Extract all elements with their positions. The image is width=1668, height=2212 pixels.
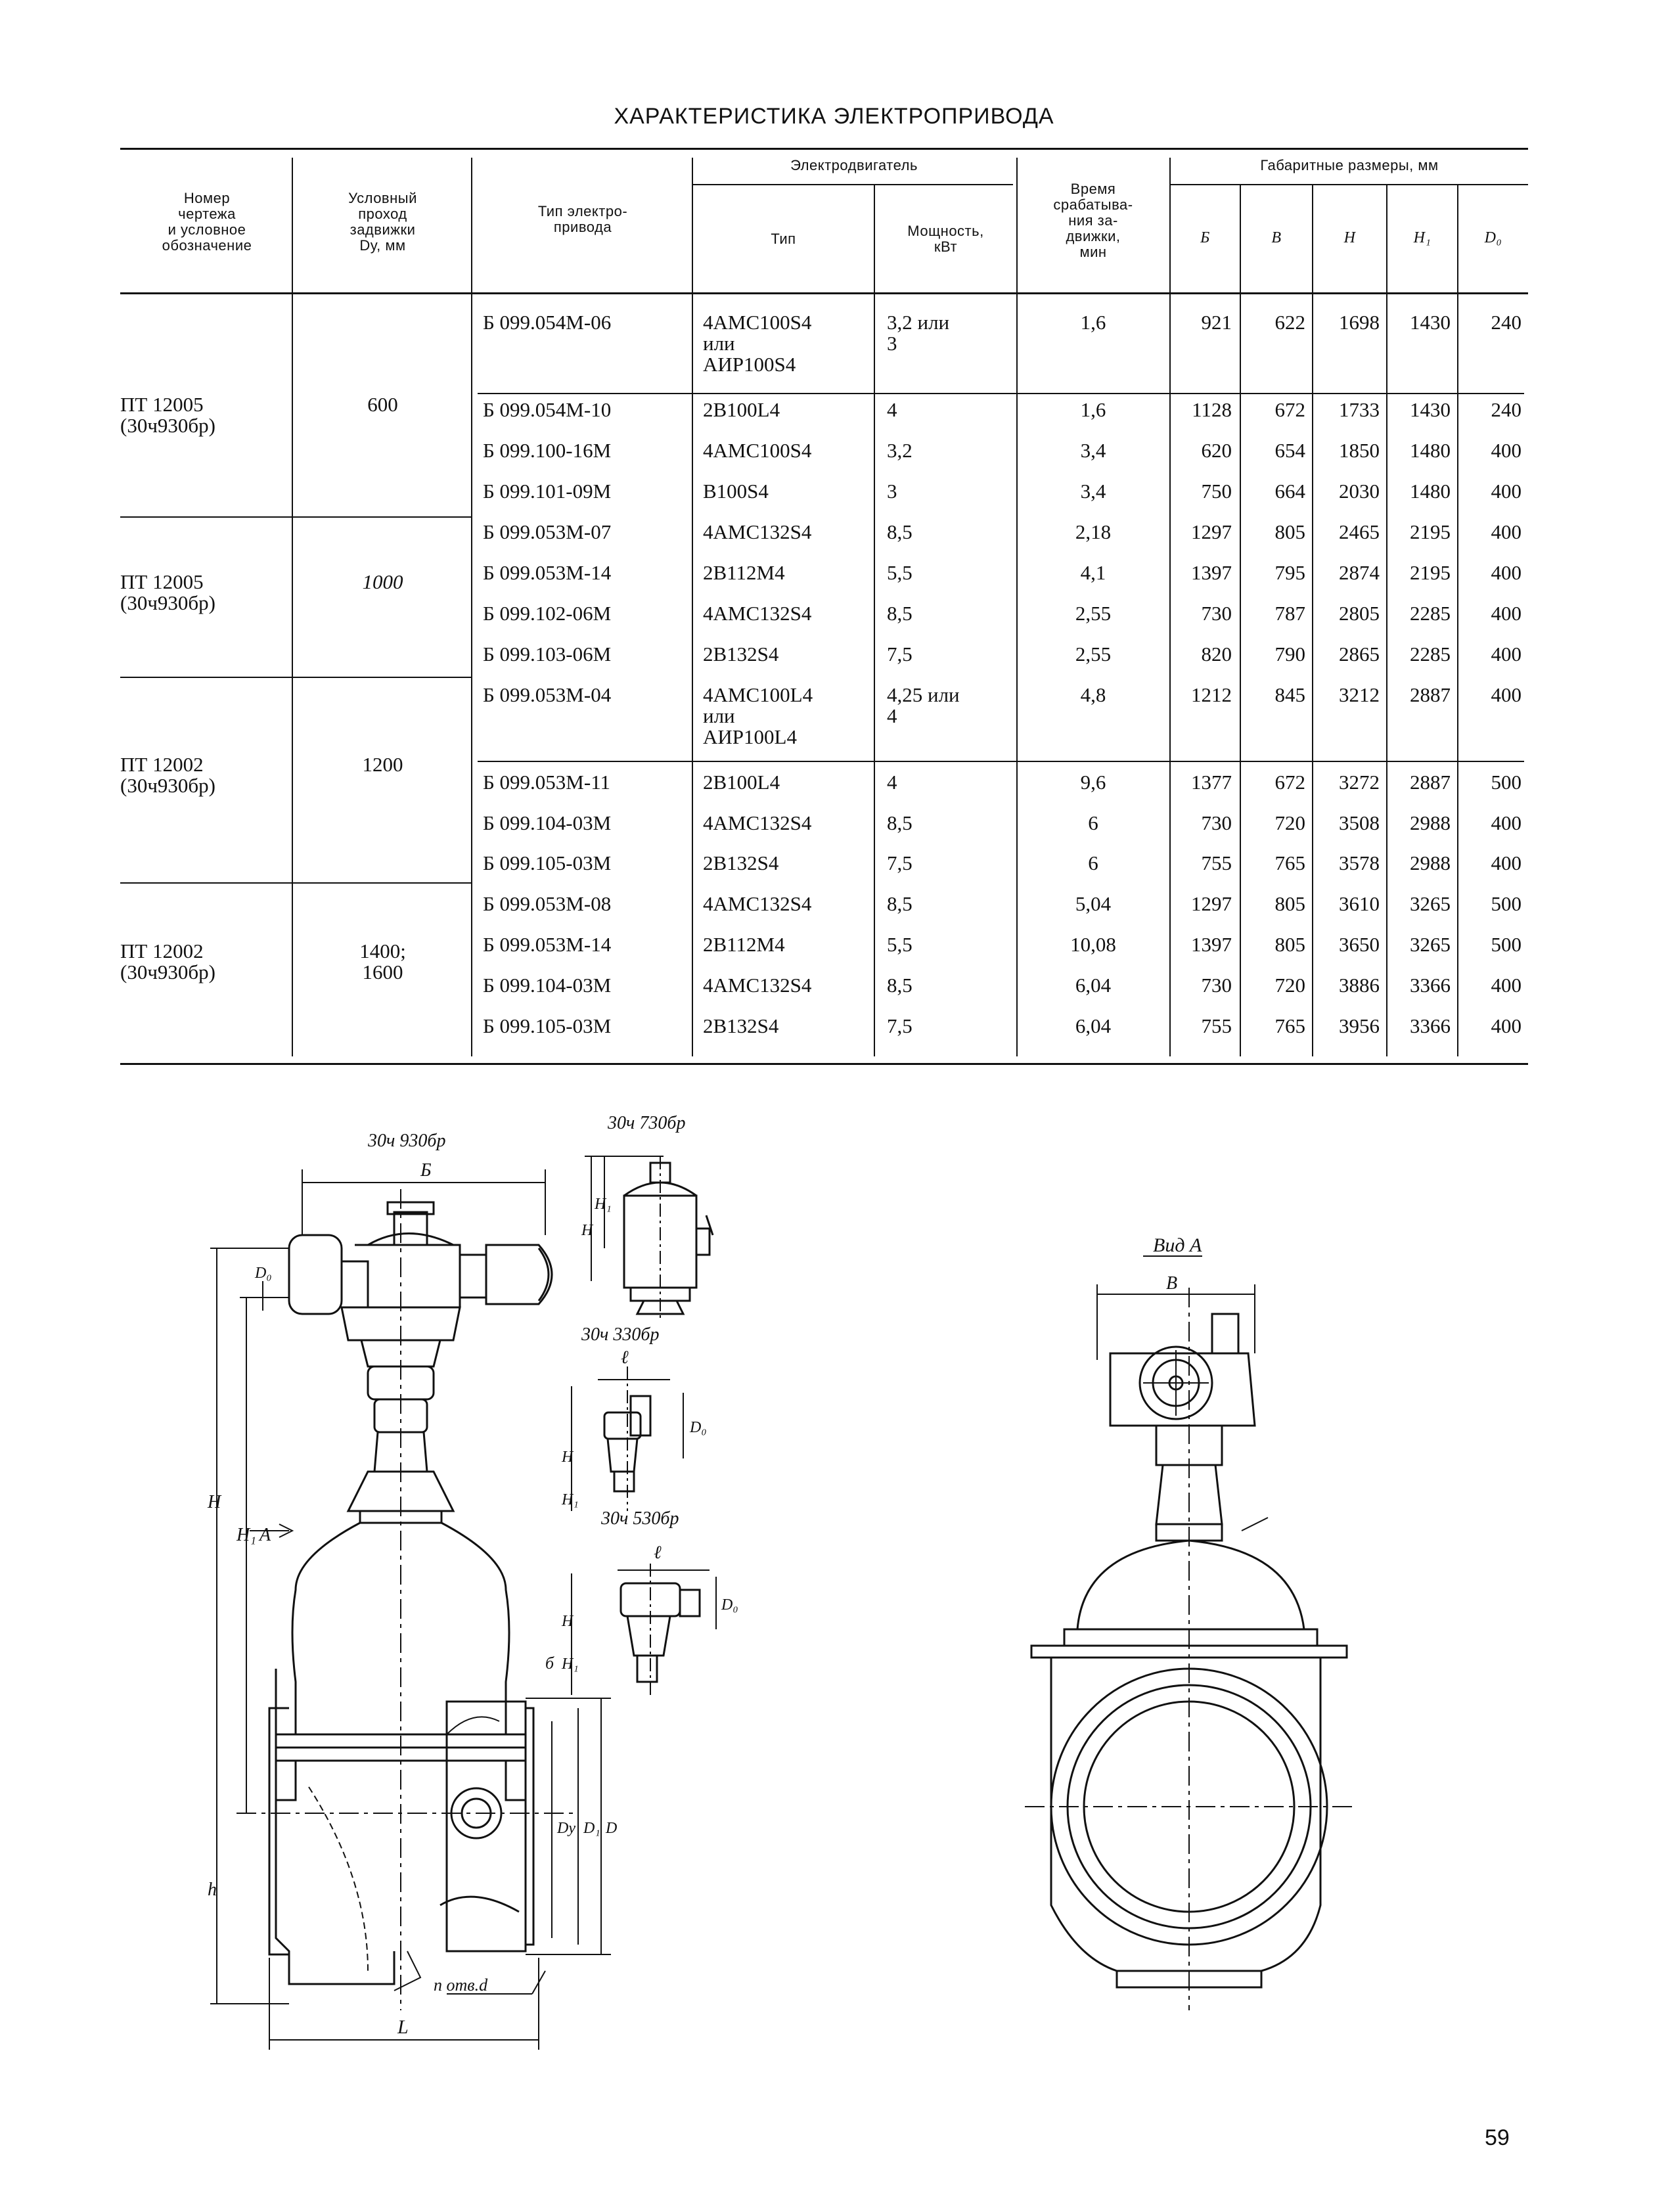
header-dim-v: В [1271, 229, 1282, 246]
cell-dim-d0: 400 [1491, 439, 1521, 462]
label-view-a: Вид А [1153, 1234, 1202, 1256]
cell-motor-power: 3,2 или 3 [887, 311, 950, 355]
cell-dim-d0: 240 [1491, 398, 1521, 421]
group-bore: 1200 [362, 753, 403, 776]
label-dim-h-main: H [208, 1492, 221, 1512]
cell-motor-power: 3,2 [887, 439, 913, 462]
cell-motor-power: 4 [887, 398, 897, 421]
cell-drive-type: Б 099.053М-04 [483, 683, 612, 706]
cell-motor-type: 4АМС132S4 [703, 520, 812, 543]
header-dim-d0: D₀ [1484, 229, 1502, 246]
cell-dim-v: 787 [1274, 602, 1305, 625]
cell-dim-d0: 400 [1491, 480, 1521, 503]
cell-dim-v: 720 [1274, 974, 1305, 997]
cell-time: 4,8 [1080, 683, 1106, 706]
label-dim-h-alt2: H [562, 1449, 574, 1466]
cell-dim-d0: 400 [1491, 1014, 1521, 1037]
cell-motor-power: 8,5 [887, 811, 913, 834]
cell-dim-v: 672 [1274, 398, 1305, 421]
cell-dim-h: 2030 [1339, 480, 1380, 503]
cell-dim-h: 3212 [1339, 683, 1380, 706]
cell-motor-type: 4АМС100S4 или АИР100S4 [703, 311, 812, 376]
cell-dim-v: 622 [1274, 311, 1305, 334]
cell-time: 6,04 [1075, 974, 1112, 997]
label-dim-h1-main: H₁ [237, 1525, 256, 1545]
label-dim-dy: Dу [557, 1820, 575, 1837]
cell-dim-b: 1377 [1191, 771, 1232, 794]
label-main-valve: 30ч 930бр [368, 1131, 446, 1151]
cell-dim-h1: 2285 [1410, 602, 1451, 625]
label-arrow-a: А [259, 1525, 271, 1545]
cell-dim-b: 1397 [1191, 561, 1232, 584]
cell-motor-type: 4АМС132S4 [703, 811, 812, 834]
label-dim-b-top: Б [420, 1160, 432, 1181]
header-drive-type: Тип электро- привода [537, 203, 628, 235]
group-drawing: ПТ 12002 (30ч930бр) [120, 939, 216, 983]
cell-dim-b: 1128 [1192, 398, 1232, 421]
cell-dim-h1: 3265 [1410, 933, 1451, 956]
cell-dim-h: 1850 [1339, 439, 1380, 462]
cell-motor-power: 8,5 [887, 520, 913, 543]
cell-motor-power: 7,5 [887, 851, 913, 874]
cell-time: 1,6 [1080, 398, 1106, 421]
cell-motor-power: 5,5 [887, 561, 913, 584]
label-alt3: 30ч 530бр [601, 1508, 679, 1529]
cell-motor-type: 2В132S4 [703, 643, 779, 666]
cell-motor-power: 8,5 [887, 892, 913, 915]
cell-time: 1,6 [1080, 311, 1106, 334]
cell-dim-d0: 400 [1491, 974, 1521, 997]
header-dim-h1: H₁ [1413, 229, 1431, 246]
cell-motor-power: 8,5 [887, 974, 913, 997]
cell-dim-h: 2874 [1339, 561, 1380, 584]
cell-dim-h: 3508 [1339, 811, 1380, 834]
cell-dim-h1: 2988 [1410, 811, 1451, 834]
cell-time: 2,18 [1075, 520, 1112, 543]
header-drawing-no: Номер чертежа и условное обозначение [162, 190, 252, 254]
label-dim-d0-main: D₀ [255, 1265, 272, 1282]
header-time: Время срабатыва- ния за- движки, мин [1053, 181, 1133, 260]
label-dim-h1-alt2: H₁ [562, 1491, 579, 1508]
cell-dim-d0: 400 [1491, 561, 1521, 584]
group-bore: 1400; 1600 [359, 939, 406, 983]
cell-time: 3,4 [1080, 439, 1106, 462]
cell-motor-type: 4АМС132S4 [703, 892, 812, 915]
cell-dim-d0: 500 [1491, 933, 1521, 956]
cell-drive-type: Б 099.104-03М [483, 811, 612, 834]
cell-drive-type: Б 099.100-16М [483, 439, 612, 462]
cell-drive-type: Б 099.104-03М [483, 974, 612, 997]
group-drawing: ПТ 12005 (30ч930бр) [120, 570, 216, 614]
cell-dim-b: 620 [1201, 439, 1232, 462]
cell-dim-h1: 1430 [1410, 311, 1451, 334]
cell-dim-v: 805 [1274, 520, 1305, 543]
label-holes: n отв.d [434, 1975, 488, 1995]
cell-dim-b: 755 [1201, 1014, 1232, 1037]
cell-dim-h1: 1480 [1410, 480, 1451, 503]
cell-dim-h1: 2887 [1410, 771, 1451, 794]
cell-time: 9,6 [1080, 771, 1106, 794]
header-dims-group: Габаритные размеры, мм [1260, 157, 1439, 173]
cell-dim-v: 795 [1274, 561, 1305, 584]
cell-drive-type: Б 099.053М-08 [483, 892, 612, 915]
cell-drive-type: Б 099.105-03М [483, 1014, 612, 1037]
label-alt2: 30ч 330бр [581, 1324, 660, 1345]
label-dim-h1-alt3: H₁ [562, 1656, 579, 1673]
header-dim-b: Б [1200, 229, 1210, 246]
cell-time: 10,08 [1070, 933, 1116, 956]
cell-motor-type: 2В100L4 [703, 398, 780, 421]
cell-dim-d0: 400 [1491, 683, 1521, 706]
cell-dim-d0: 400 [1491, 643, 1521, 666]
cell-motor-power: 4 [887, 771, 897, 794]
cell-dim-v: 765 [1274, 1014, 1305, 1037]
header-motor-group: Электродвигатель [790, 157, 918, 173]
label-dim-d0-alt2: D₀ [690, 1419, 707, 1436]
cell-motor-type: 2В100L4 [703, 771, 780, 794]
cell-dim-b: 730 [1201, 602, 1232, 625]
cell-dim-d0: 400 [1491, 520, 1521, 543]
cell-dim-d0: 400 [1491, 851, 1521, 874]
cell-time: 6,04 [1075, 1014, 1112, 1037]
cell-drive-type: Б 099.103-06М [483, 643, 612, 666]
cell-dim-h1: 2887 [1410, 683, 1451, 706]
cell-dim-v: 672 [1274, 771, 1305, 794]
cell-dim-h1: 3265 [1410, 892, 1451, 915]
cell-motor-power: 4,25 или 4 [887, 683, 960, 727]
cell-dim-b: 730 [1201, 811, 1232, 834]
label-dim-h-small: h [208, 1880, 217, 1900]
cell-dim-b: 730 [1201, 974, 1232, 997]
cell-dim-b: 921 [1201, 311, 1232, 334]
group-bore: 1000 [362, 570, 403, 593]
cell-time: 6 [1088, 851, 1098, 874]
cell-dim-d0: 500 [1491, 771, 1521, 794]
cell-dim-b: 750 [1201, 480, 1232, 503]
view-a-drawing [1025, 1256, 1353, 2010]
cell-dim-h: 2865 [1339, 643, 1380, 666]
header-nominal-bore: Условный проход задвижки Dу, мм [348, 190, 417, 254]
cell-dim-d0: 400 [1491, 811, 1521, 834]
cell-dim-v: 765 [1274, 851, 1305, 874]
label-dim-h-alt3: H [562, 1613, 574, 1630]
cell-motor-power: 7,5 [887, 643, 913, 666]
cell-motor-type: 2В132S4 [703, 851, 779, 874]
cell-dim-v: 805 [1274, 933, 1305, 956]
cell-time: 4,1 [1080, 561, 1106, 584]
cell-time: 3,4 [1080, 480, 1106, 503]
cell-dim-b: 1297 [1191, 892, 1232, 915]
label-dim-l-a: ℓ [621, 1347, 629, 1368]
cell-dim-h: 2465 [1339, 520, 1380, 543]
cell-dim-h1: 3366 [1410, 1014, 1451, 1037]
cell-motor-type: 2В132S4 [703, 1014, 779, 1037]
cell-motor-power: 5,5 [887, 933, 913, 956]
cell-motor-type: 4АМС132S4 [703, 974, 812, 997]
cell-motor-type: 2В112М4 [703, 561, 785, 584]
cell-dim-d0: 400 [1491, 602, 1521, 625]
cell-dim-h: 3272 [1339, 771, 1380, 794]
cell-drive-type: Б 099.054М-10 [483, 398, 612, 421]
cell-motor-power: 3 [887, 480, 897, 503]
cell-dim-b: 755 [1201, 851, 1232, 874]
cell-dim-h1: 2195 [1410, 520, 1451, 543]
cell-time: 2,55 [1075, 602, 1112, 625]
header-dim-h: H [1343, 229, 1356, 246]
alt1-drive-drawing [585, 1156, 713, 1320]
main-valve-drawing [210, 1169, 611, 2050]
cell-time: 6 [1088, 811, 1098, 834]
cell-dim-h: 1733 [1339, 398, 1380, 421]
page-number: 59 [1485, 2125, 1510, 2150]
cell-drive-type: Б 099.053М-07 [483, 520, 612, 543]
cell-dim-h1: 3366 [1410, 974, 1451, 997]
cell-drive-type: Б 099.054М-06 [483, 311, 612, 334]
group-drawing: ПТ 12005 (30ч930бр) [120, 393, 216, 437]
label-dim-d0-alt3: D₀ [721, 1596, 738, 1614]
cell-drive-type: Б 099.053М-11 [483, 771, 611, 794]
label-dim-b-small: б [545, 1654, 554, 1673]
cell-dim-h1: 2285 [1410, 643, 1451, 666]
cell-dim-h: 3650 [1339, 933, 1380, 956]
label-dim-v: В [1166, 1273, 1178, 1294]
label-dim-d: D [606, 1820, 618, 1837]
cell-dim-h: 3610 [1339, 892, 1380, 915]
cell-dim-h: 2805 [1339, 602, 1380, 625]
cell-dim-h: 3956 [1339, 1014, 1380, 1037]
cell-dim-d0: 240 [1491, 311, 1521, 334]
cell-dim-h1: 1430 [1410, 398, 1451, 421]
cell-drive-type: Б 099.053М-14 [483, 561, 612, 584]
cell-dim-v: 845 [1274, 683, 1305, 706]
cell-dim-h1: 1480 [1410, 439, 1451, 462]
label-dim-d1: D₁ [583, 1820, 600, 1837]
cell-motor-power: 8,5 [887, 602, 913, 625]
cell-dim-b: 1397 [1191, 933, 1232, 956]
cell-dim-b: 1212 [1191, 683, 1232, 706]
cell-dim-v: 720 [1274, 811, 1305, 834]
group-drawing: ПТ 12002 (30ч930бр) [120, 753, 216, 797]
cell-dim-v: 654 [1274, 439, 1305, 462]
cell-drive-type: Б 099.053М-14 [483, 933, 612, 956]
cell-dim-h: 3578 [1339, 851, 1380, 874]
cell-time: 5,04 [1075, 892, 1112, 915]
cell-time: 2,55 [1075, 643, 1112, 666]
alt2-drive-drawing [572, 1366, 683, 1511]
label-dim-h-alt1: H [581, 1222, 593, 1239]
label-dim-l-b: ℓ [654, 1543, 662, 1563]
cell-motor-type: 4АМС100S4 [703, 439, 812, 462]
header-motor-type: Тип [771, 231, 796, 247]
cell-motor-type: В100S4 [703, 480, 769, 503]
cell-motor-type: 2В112М4 [703, 933, 785, 956]
group-bore: 600 [367, 393, 398, 416]
cell-drive-type: Б 099.101-09М [483, 480, 612, 503]
label-dim-l: L [397, 2016, 409, 2038]
alt3-drive-drawing [572, 1564, 716, 1695]
cell-dim-b: 1297 [1191, 520, 1232, 543]
cell-dim-b: 820 [1201, 643, 1232, 666]
cell-motor-type: 4АМС132S4 [703, 602, 812, 625]
cell-dim-h1: 2988 [1410, 851, 1451, 874]
page-title: ХАРАКТЕРИСТИКА ЭЛЕКТРОПРИВОДА [614, 104, 1054, 129]
cell-dim-v: 805 [1274, 892, 1305, 915]
cell-dim-h1: 2195 [1410, 561, 1451, 584]
label-dim-h1-alt1: H₁ [595, 1196, 612, 1213]
header-motor-power: Мощность, кВт [907, 223, 984, 255]
cell-drive-type: Б 099.102-06М [483, 602, 612, 625]
cell-motor-type: 4АМС100L4 или АИР100L4 [703, 683, 813, 748]
cell-dim-h: 3886 [1339, 974, 1380, 997]
cell-motor-power: 7,5 [887, 1014, 913, 1037]
cell-dim-h: 1698 [1339, 311, 1380, 334]
cell-dim-v: 664 [1274, 480, 1305, 503]
cell-dim-v: 790 [1274, 643, 1305, 666]
cell-dim-d0: 500 [1491, 892, 1521, 915]
cell-drive-type: Б 099.105-03М [483, 851, 612, 874]
label-alt1: 30ч 730бр [608, 1113, 686, 1133]
